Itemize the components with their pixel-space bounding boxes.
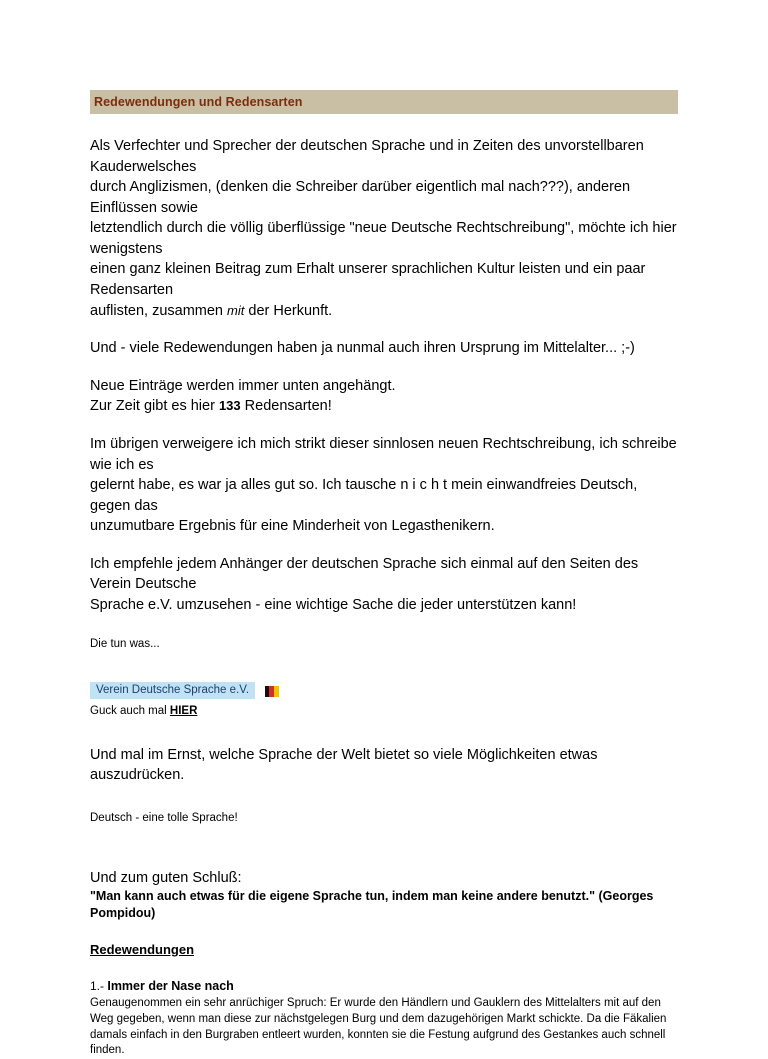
deutsch-tagline: Deutsch - eine tolle Sprache! xyxy=(90,812,238,825)
rechtschreibung-line-2: gelernt habe, es war ja alles gut so. Ich tausche n i c h t mein einwandfreies Deutsch, gegen das xyxy=(90,477,638,514)
intro-line-5a: auflisten, zusammen xyxy=(90,302,228,319)
entry-title-text: Immer der Nase nach xyxy=(107,978,234,993)
rechtschreibung-line-1: Im übrigen verweigere ich mich strikt dieser sinnlosen neuen Rechtschreibung, ich schreibe wie ich es xyxy=(90,435,677,473)
entry-body: Genaugenommen ein sehr anrüchiger Spruch: Er wurde den Händlern und Gauklern des Mittelalters mit auf den Weg gegeben, wenn man diese zur nächstgelegen Burg und dem dazugehörigen Markt schickte. Da die Fäkalien damals einfach in den Burgraben entleert wurden, konnten sie die Festung aufgrund des Gestankes auch schnell finden. xyxy=(90,996,667,1057)
empfehlung-line-1: Ich empfehle jedem Anhänger der deutschen Sprache sich einmal auf den Seiten des Verein Deutsche xyxy=(90,555,639,593)
intro-paragraph-1 xyxy=(90,136,678,321)
entry-item xyxy=(90,979,678,1059)
middle-line-1: Und mal im Ernst, welche Sprache der Welt bietet so viele Möglichkeiten etwas xyxy=(90,746,598,763)
guck-prefix: Guck auch mal xyxy=(90,704,170,717)
empfehlung-line-2: Sprache e.V. umzusehen - eine wichtige Sache die jeder unterstützen kann! xyxy=(90,596,577,613)
closing-quote: "Man kann auch etwas für die eigene Sprache tun, indem man keine andere benutzt." (Georges Pompidou) xyxy=(90,889,654,920)
intro-paragraph-5 xyxy=(90,554,678,616)
redensarten-count: 133 xyxy=(218,398,241,414)
closing-heading: Und zum guten Schluß: xyxy=(90,870,242,887)
guck-line xyxy=(90,705,678,717)
middle-line-2: auszudrücken. xyxy=(90,767,185,784)
intro-line-5b: der Herkunft. xyxy=(244,302,333,319)
page-title: Redewendungen und Redensarten xyxy=(90,90,678,114)
rechtschreibung-line-3: unzumutbare Ergebnis für eine Minderheit von Legasthenikern. xyxy=(90,518,495,535)
middle-paragraph xyxy=(90,745,678,786)
entry-number: 1.- xyxy=(90,978,108,993)
vds-link-block xyxy=(90,682,678,717)
intro-paragraph-2: Und - viele Redewendungen haben ja nunmal auch ihren Ursprung im Mittelalter... ;-) xyxy=(90,340,635,357)
intro-line-2: durch Anglizismen, (denken die Schreiber darüber eigentlich mal nach???), anderen Einflüssen sowie xyxy=(90,179,631,216)
intro-paragraph-3 xyxy=(90,376,678,417)
intro-paragraph-4 xyxy=(90,434,678,537)
entry-title xyxy=(90,979,678,993)
intro-line-5-italic: mit xyxy=(227,302,245,318)
hier-link[interactable]: HIER xyxy=(169,704,198,717)
intro-line-1: Als Verfechter und Sprecher der deutschen Sprache und in Zeiten des unvorstellbaren Kauderwelsches xyxy=(90,138,644,175)
count-suffix: Redensarten! xyxy=(240,398,332,415)
die-tun-was-note: Die tun was... xyxy=(90,637,160,650)
intro-line-4: einen ganz kleinen Beitrag zum Erhalt unserer sprachlichen Kultur leisten und ein paar Redensarten xyxy=(90,261,646,299)
count-prefix: Zur Zeit gibt es hier xyxy=(90,398,219,415)
new-entries-note: Neue Einträge werden immer unten angehängt. xyxy=(90,377,396,394)
vds-link[interactable]: Verein Deutsche Sprache e.V. xyxy=(90,682,255,699)
section-heading-redewendungen: Redewendungen xyxy=(90,941,195,957)
flag-icon xyxy=(265,684,279,695)
intro-section xyxy=(90,136,678,652)
intro-line-3: letztendlich durch die völlig überflüssige "neue Deutsche Rechtschreibung", möchte ich hier wenigstens xyxy=(90,220,677,257)
